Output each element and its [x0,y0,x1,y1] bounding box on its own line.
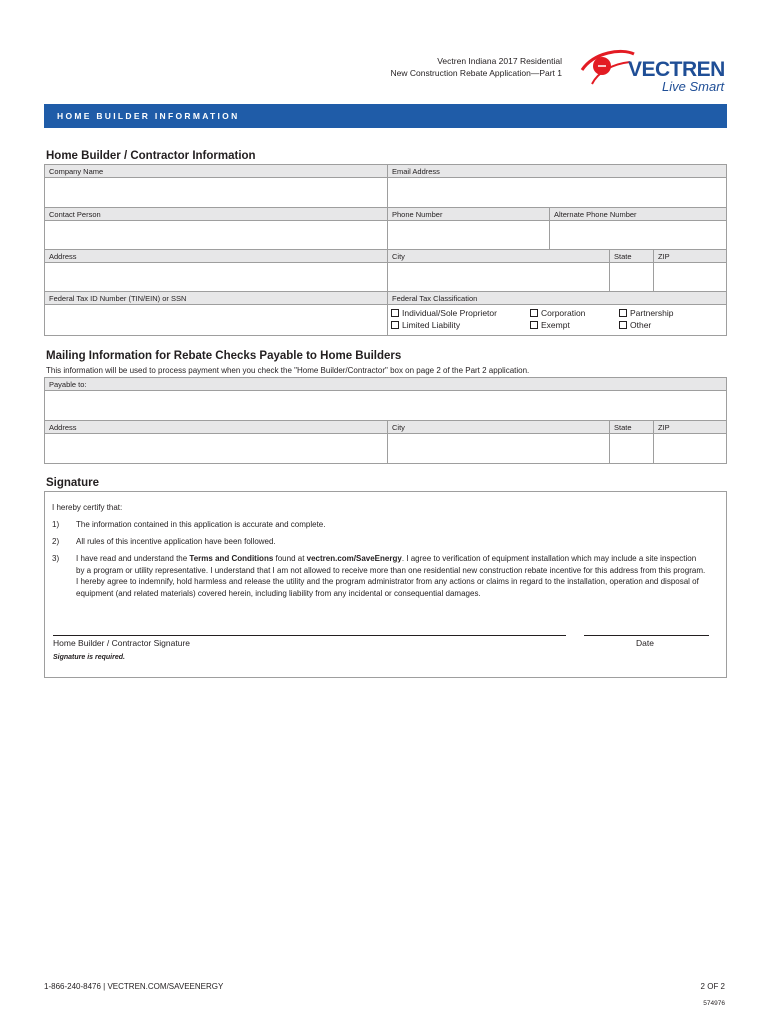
mailing-form [44,377,727,464]
alt-phone-cell [550,208,727,250]
alt-phone-field[interactable] [550,221,726,249]
checkbox-individual-label: Individual/Sole Proprietor [402,308,497,318]
mailing-state-field[interactable] [610,434,653,463]
state-label: State [610,250,653,263]
save-energy-url: vectren.com/SaveEnergy [306,554,402,563]
checkbox-corporation[interactable] [530,308,585,318]
checkbox-other-label: Other [630,320,652,330]
checkbox-icon[interactable] [530,309,538,317]
banner-label: HOME BUILDER INFORMATION [57,111,240,121]
address-label: Address [45,250,387,263]
mailing-section-title: Mailing Information for Rebate Checks Payable to Home Builders [46,350,402,362]
checkbox-icon[interactable] [391,321,399,329]
alt-phone-label: Alternate Phone Number [550,208,726,221]
payable-to-label: Payable to: [45,378,726,391]
signature-required-note: Signature is required. [53,654,125,661]
tax-class-cell [388,292,727,336]
contact-person-label: Contact Person [45,208,387,221]
logo-wordmark: VECTREN [628,58,725,81]
certify-item-1 [52,519,706,531]
page-number: 2 OF 2 [700,982,725,991]
state-cell [610,250,654,292]
checkbox-partnership-label: Partnership [630,308,674,318]
builder-section-title: Home Builder / Contractor Information [46,150,256,162]
city-field[interactable] [388,263,609,291]
mailing-zip-label: ZIP [654,421,726,434]
certify-item-text: All rules of this incentive application have been followed. [76,537,276,546]
checkbox-corporation-label: Corporation [541,308,586,318]
tax-class-options [388,305,726,335]
address-cell [45,250,388,292]
tax-id-label: Federal Tax ID Number (TIN/EIN) or SSN [45,292,387,305]
company-name-label: Company Name [45,165,387,178]
mailing-zip-field[interactable] [654,434,726,463]
header-title-line1: Vectren Indiana 2017 Residential [437,56,562,66]
certify-item-number: 2) [52,537,60,546]
certify-item-3 [52,553,706,599]
mailing-description: This information will be used to process payment when you check the "Home Builder/Contractor" box on page 2 of the Part 2 application. [46,366,530,375]
contact-person-field[interactable] [45,221,387,249]
email-label: Email Address [388,165,726,178]
mailing-city-field[interactable] [388,434,609,463]
signature-label: Home Builder / Contractor Signature [53,638,191,648]
mailing-address-cell [45,421,388,464]
checkbox-other[interactable] [619,320,651,330]
certify-item-number: 1) [52,520,60,529]
certify-text: I hereby certify that: [52,503,123,512]
signature-line[interactable] [53,635,566,636]
checkbox-icon[interactable] [391,309,399,317]
company-name-field[interactable] [45,178,387,207]
contact-person-cell [45,208,388,250]
builder-form [44,164,727,336]
checkbox-llc-label: Limited Liability [402,320,461,330]
logo-tagline: Live Smart [662,79,725,94]
tax-id-field[interactable] [45,305,387,335]
checkbox-icon[interactable] [530,321,538,329]
header-title-line2: New Construction Rebate Application—Part 1 [390,68,562,78]
mailing-city-label: City [388,421,609,434]
payable-to-cell [45,378,727,421]
phone-cell [388,208,550,250]
signature-section-title: Signature [46,477,100,489]
certify-item-number: 3) [52,554,60,563]
city-cell [388,250,610,292]
mailing-address-field[interactable] [45,434,387,463]
state-field[interactable] [610,263,653,291]
mailing-state-cell [610,421,654,464]
checkbox-icon[interactable] [619,321,627,329]
terms-link: Terms and Conditions [189,554,274,563]
checkbox-exempt-label: Exempt [541,320,570,330]
form-code: 574976 [703,1000,725,1007]
terms-mid-text: found at [273,554,307,563]
date-line[interactable] [584,635,709,636]
company-name-cell [45,165,388,208]
checkbox-icon[interactable] [619,309,627,317]
city-label: City [388,250,609,263]
terms-pre-text: I have read and understand the [76,554,190,563]
mailing-state-label: State [610,421,653,434]
email-cell [388,165,727,208]
zip-cell [654,250,727,292]
phone-field[interactable] [388,221,549,249]
section-banner [44,104,727,128]
mailing-city-cell [388,421,610,464]
terms-post-text: . I agree to verification of equipment installation which may include a site inspection by a program or utility representative. I understand that I am not allowed to receive more than one residential new construction rebate incentive for this address from this program. I hereby agree to indemnify, hold harmless and release the utility and the program administrator from any actions or claims in regard to the installation, operation and disposal of equipment (and related materials) covered herein, including liability from any incidental or consequential damages. [76,554,706,598]
zip-label: ZIP [654,250,726,263]
tax-class-label: Federal Tax Classification [388,292,726,305]
address-field[interactable] [45,263,387,291]
mailing-zip-cell [654,421,727,464]
phone-label: Phone Number [388,208,549,221]
signature-box [44,491,727,678]
certify-item-2 [52,536,706,548]
checkbox-exempt[interactable] [530,320,570,330]
payable-to-field[interactable] [45,391,726,420]
tax-id-cell [45,292,388,336]
checkbox-individual[interactable] [391,308,497,318]
mailing-address-label: Address [45,421,387,434]
document-header [300,55,562,79]
checkbox-partnership[interactable] [619,308,673,318]
certify-item-text: The information contained in this application is accurate and complete. [76,520,326,529]
date-label: Date [636,638,654,648]
footer-contact: 1-866-240-8476 | VECTREN.COM/SAVEENERGY [44,982,224,991]
checkbox-llc[interactable] [391,320,460,330]
zip-field[interactable] [654,263,726,291]
certify-item-text [76,553,706,599]
vectren-logo [578,44,728,94]
email-field[interactable] [388,178,726,207]
